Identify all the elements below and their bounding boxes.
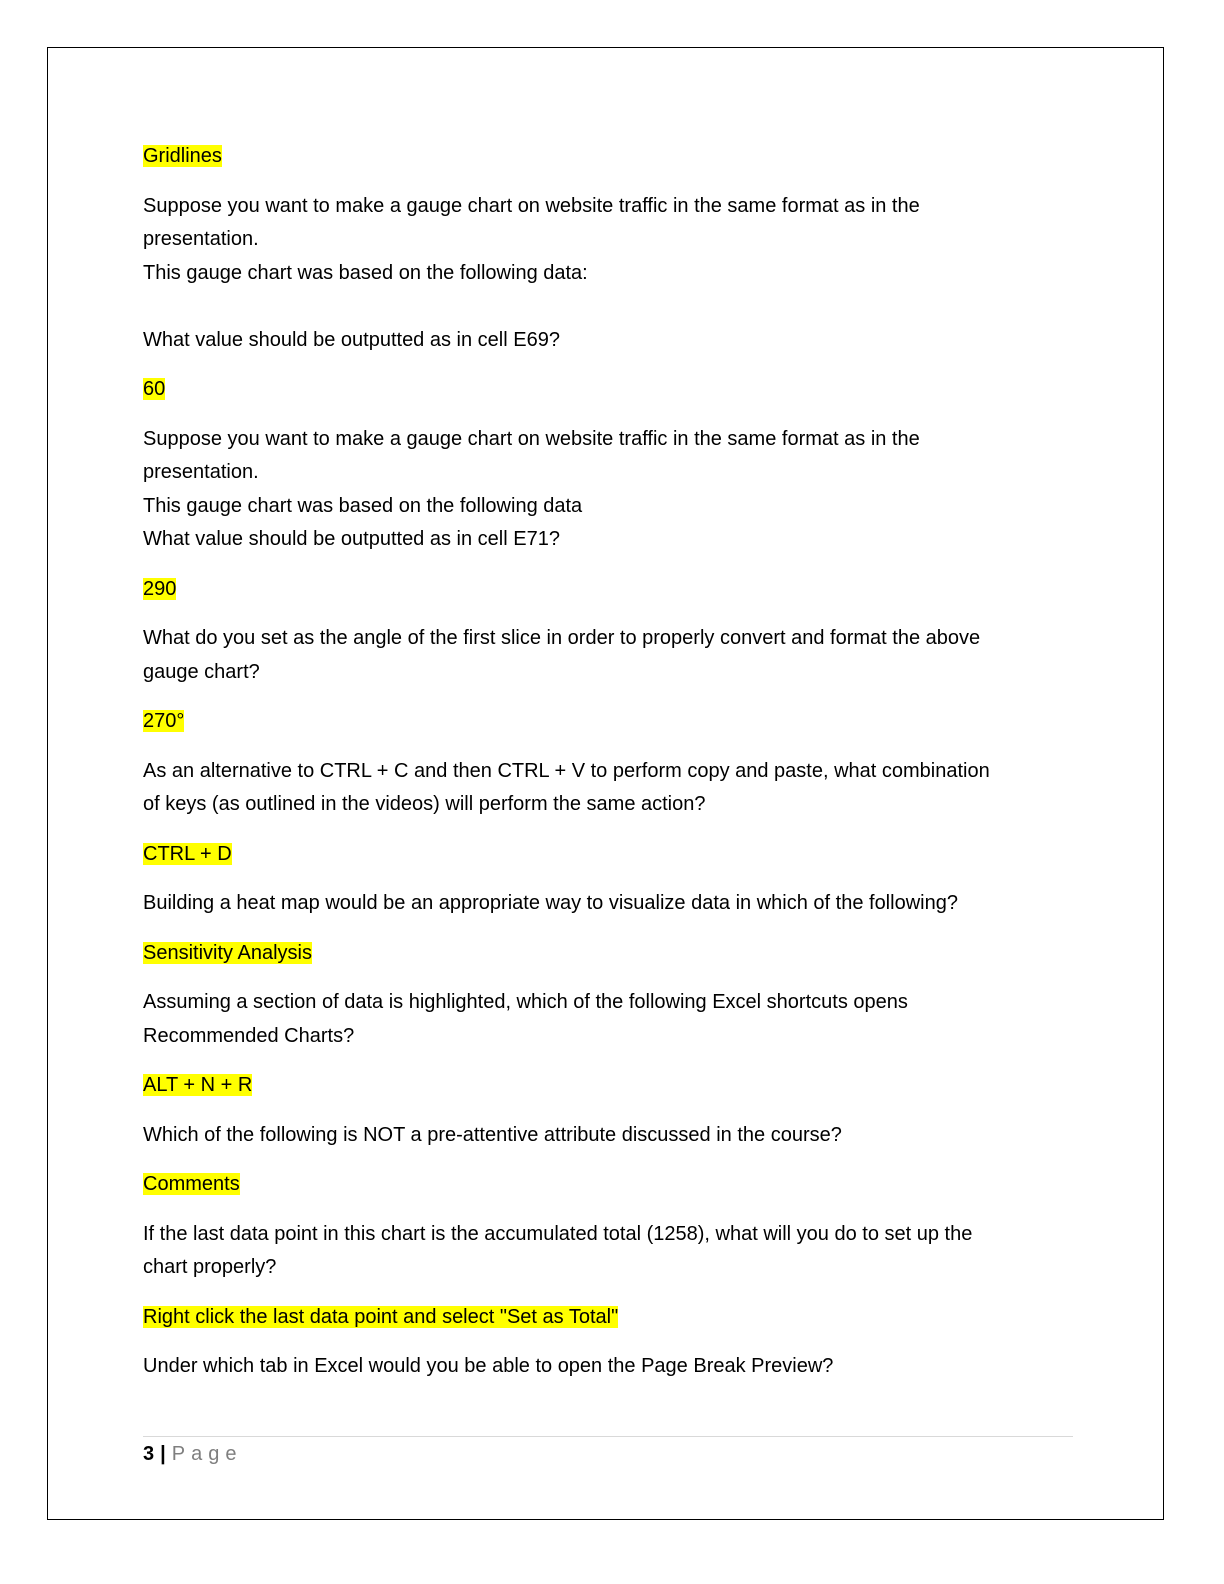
question-paragraph <box>143 190 1073 358</box>
question-line: Assuming a section of data is highlighted, which of the following Excel shortcuts opens <box>143 991 908 1013</box>
question-line: What do you set as the angle of the first slice in order to properly convert and format the above <box>143 627 981 649</box>
question-line: What value should be outputted as in cell E71? <box>143 528 560 550</box>
answer-text: Right click the last data point and select "Set as Total" <box>143 1305 619 1328</box>
answer-text: 60 <box>143 378 166 400</box>
question-line <box>143 290 1073 324</box>
question-line: Suppose you want to make a gauge chart on website traffic in the same format as in the <box>143 194 920 217</box>
question-paragraph <box>143 1218 1073 1285</box>
question-line: This gauge chart was based on the following data <box>143 494 583 517</box>
answer-text: Sensitivity Analysis <box>143 941 312 964</box>
page-footer <box>143 1440 242 1468</box>
question-line: gauge chart? <box>143 660 260 683</box>
question-paragraph <box>143 423 1073 557</box>
answer-text: ALT + N + R <box>143 1074 253 1096</box>
highlighted-answer <box>143 140 1073 174</box>
question-line: Building a heat map would be an appropriate way to visualize data in which of the following? <box>143 892 958 914</box>
highlighted-answer <box>143 373 1073 407</box>
question-paragraph <box>143 622 1073 689</box>
answer-text: CTRL + D <box>143 842 232 865</box>
question-line: What value should be outputted as in cell E69? <box>143 328 560 351</box>
footer-separator: | <box>160 1443 166 1465</box>
answer-text: 290 <box>143 577 177 600</box>
question-paragraph <box>143 887 1073 921</box>
question-line: Suppose you want to make a gauge chart on website traffic in the same format as in the <box>143 427 920 450</box>
question-line: chart properly? <box>143 1256 277 1278</box>
highlighted-answer <box>143 705 1073 739</box>
answer-text: Gridlines <box>143 145 222 167</box>
question-paragraph <box>143 1119 1073 1153</box>
highlighted-answer <box>143 838 1073 872</box>
question-line: If the last data point in this chart is the accumulated total (1258), what will you do to set up the <box>143 1222 973 1245</box>
question-paragraph <box>143 986 1073 1053</box>
highlighted-answer <box>143 1168 1073 1202</box>
answer-text: Comments <box>143 1173 240 1195</box>
question-line: This gauge chart was based on the following data: <box>143 261 588 284</box>
question-line: Under which tab in Excel would you be able to open the Page Break Preview? <box>143 1355 834 1377</box>
question-line: presentation. <box>143 461 259 483</box>
page-label: Page <box>171 1443 243 1465</box>
question-paragraph <box>143 1350 1073 1384</box>
question-line: Recommended Charts? <box>143 1024 355 1047</box>
highlighted-answer <box>143 1301 1073 1335</box>
question-line: As an alternative to CTRL + C and then CTRL + V to perform copy and paste, what combination <box>143 759 990 782</box>
highlighted-answer <box>143 1069 1073 1103</box>
highlighted-answer <box>143 573 1073 607</box>
page-number: 3 <box>143 1443 155 1465</box>
footer-divider <box>143 1436 1073 1437</box>
question-line: of keys (as outlined in the videos) will perform the same action? <box>143 793 706 815</box>
highlighted-answer <box>143 937 1073 971</box>
question-line: presentation. <box>143 228 259 250</box>
answer-text: 270° <box>143 710 185 732</box>
question-line: Which of the following is NOT a pre-attentive attribute discussed in the course? <box>143 1123 842 1146</box>
question-paragraph <box>143 755 1073 822</box>
document-body <box>143 140 1073 1400</box>
